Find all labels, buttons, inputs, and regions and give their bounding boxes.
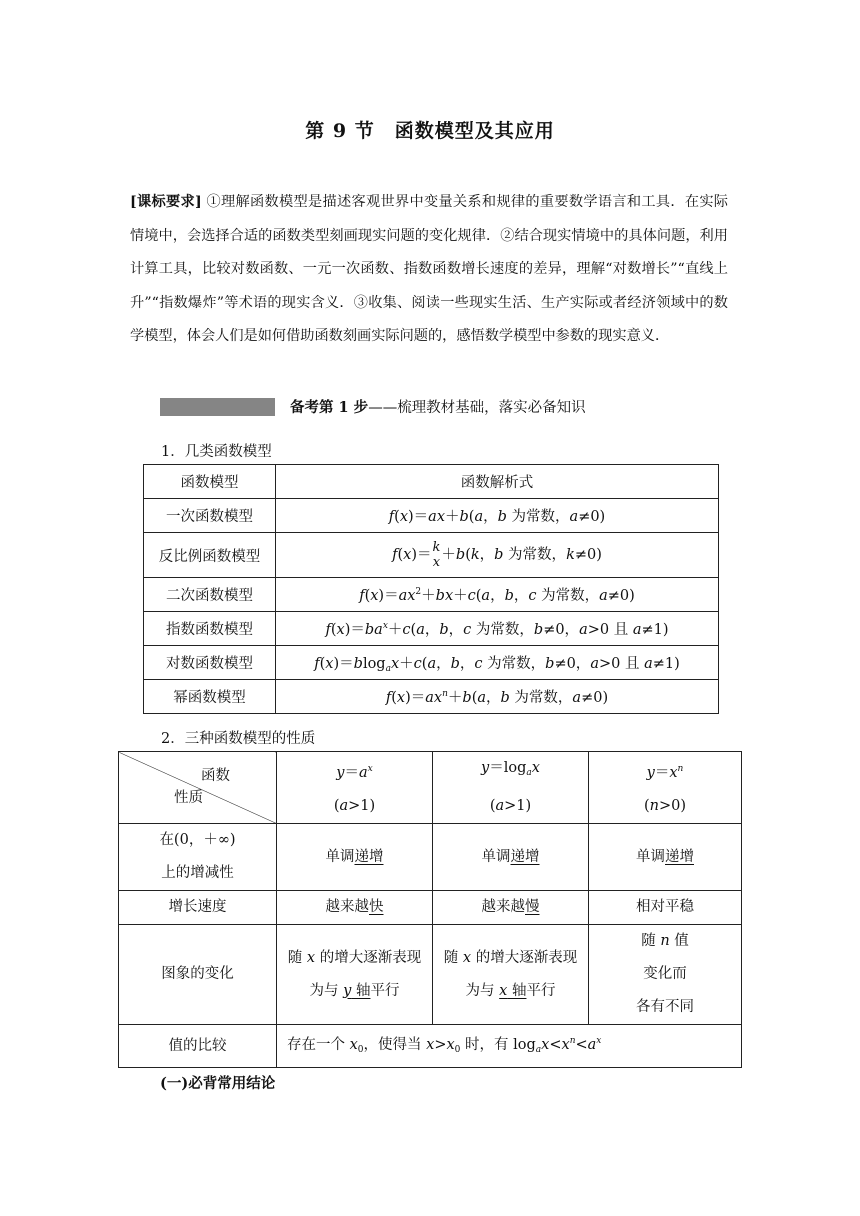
table-row xyxy=(144,646,719,680)
step-bold: 备考第 1 步 xyxy=(290,399,369,416)
col-log: $y=\log_ax$ (a>1) xyxy=(433,752,589,824)
row-label-monotonic: 在(0，＋∞) 上的增减性 xyxy=(119,824,277,891)
section1-heading: 1．几类函数模型 xyxy=(161,444,272,460)
cell-speed: 越来越慢 xyxy=(433,891,589,925)
table-row xyxy=(144,680,719,714)
function-models-table xyxy=(143,464,719,714)
diagonal-header-cell xyxy=(119,752,277,824)
table-row xyxy=(119,891,742,925)
table-row xyxy=(144,533,719,578)
section-bar xyxy=(160,398,275,416)
model-name: 幂函数模型 xyxy=(144,680,276,714)
section3-heading: (一)必背常用结论 xyxy=(160,1075,276,1092)
table-row xyxy=(119,752,742,824)
cell-monotonic: 单调递增 xyxy=(277,824,433,891)
table-row xyxy=(144,578,719,612)
table-row xyxy=(119,1025,742,1068)
table-row xyxy=(144,612,719,646)
table-row xyxy=(119,824,742,891)
table-row xyxy=(144,499,719,533)
col-pow: $y=x^n$ (n>0) xyxy=(589,752,742,824)
col-pow-cond: (n>0) xyxy=(643,797,687,814)
step-heading xyxy=(290,396,586,417)
section2-heading: 2．三种函数模型的性质 xyxy=(161,731,316,747)
properties-table xyxy=(118,751,742,1068)
row-label-compare: 值的比较 xyxy=(119,1025,277,1068)
curriculum-requirements xyxy=(130,186,728,354)
cell-monotonic: 单调递增 xyxy=(589,824,742,891)
header-model: 函数模型 xyxy=(144,465,276,499)
model-name: 一次函数模型 xyxy=(144,499,276,533)
table-row xyxy=(144,465,719,499)
header-formula: 函数解析式 xyxy=(276,465,719,499)
cell-graph: 随 x 的增大逐渐表现 为与 x 轴平行 xyxy=(433,925,589,1025)
page-title: 第 9 节 函数模型及其应用 xyxy=(305,120,555,142)
model-name: 指数函数模型 xyxy=(144,612,276,646)
model-name: 对数函数模型 xyxy=(144,646,276,680)
col-exp: $y=a^x$ (a>1) xyxy=(277,752,433,824)
col-log-cond: (a>1) xyxy=(489,798,532,814)
cell-speed: 相对平稳 xyxy=(589,891,742,925)
corner-bottom: 性质 xyxy=(174,790,203,806)
cell-compare: 存在一个 $x_0$，使得当 $x>x_0$ 时，有 $\log_ax<x^n<a^x$ xyxy=(277,1025,742,1068)
cell-speed: 越来越快 xyxy=(277,891,433,925)
model-formula: f(x)＝ax＋b(a，b 为常数，a≠0) xyxy=(276,499,719,533)
cell-monotonic: 单调递增 xyxy=(433,824,589,891)
model-formula: $f(x)=ba^x+c(a$，b，c 为常数，b≠0，a>0 且 a≠1) xyxy=(276,612,719,646)
cell-graph: 随 n 值 变化而 各有不同 xyxy=(589,925,742,1025)
table-row xyxy=(119,925,742,1025)
model-formula: $f(x)=ax^2+bx+c(a$，b，c 为常数，a≠0) xyxy=(276,578,719,612)
model-formula: f(x)＝ k x ＋b(k，b 为常数，k≠0) xyxy=(276,533,719,578)
cell-graph: 随 x 的增大逐渐表现 为与 y 轴平行 xyxy=(277,925,433,1025)
model-name: 反比例函数模型 xyxy=(144,533,276,578)
requirements-label: [课标要求] xyxy=(130,194,202,210)
row-label-speed: 增长速度 xyxy=(119,891,277,925)
model-formula: f(x)＝blog$_a$x＋c(a，b，c 为常数，b≠0，a>0 且 a≠1) xyxy=(276,646,719,680)
requirements-text: ①理解函数模型是描述客观世界中变量关系和规律的重要数学语言和工具．在实际情境中，会选择合适的函数类型刻画现实问题的变化规律．②结合现实情境中的具体问题，利用计算工具，比较对数函数、一元一次函数、指数函数增长速度的差异，理解“对数增长”“直线上升”“指数爆炸”等术语的现实含义．③收集、阅读一些现实生活、生产实际或者经济领域中的数学模型，体会人们是如何借助函数刻画实际问题的，感悟数学模型中参数的现实意义． xyxy=(130,194,728,344)
model-name: 二次函数模型 xyxy=(144,578,276,612)
col-exp-cond: (a>1) xyxy=(333,797,376,814)
row-label-graph: 图象的变化 xyxy=(119,925,277,1025)
model-formula: $f(x)=ax^n+b(a$，b 为常数，a≠0) xyxy=(276,680,719,714)
corner-top: 函数 xyxy=(201,768,230,784)
step-rest: ——梳理教材基础，落实必备知识 xyxy=(368,400,586,416)
